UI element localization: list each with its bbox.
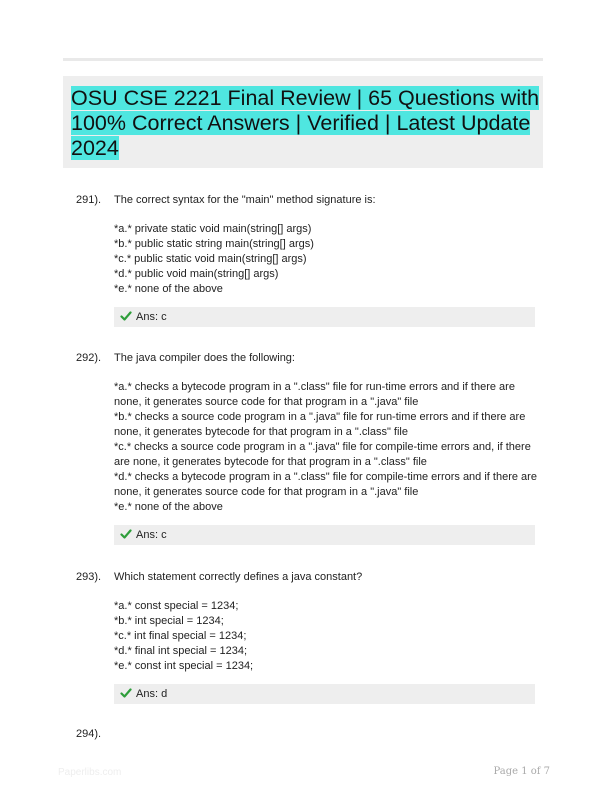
option-b: *b.* int special = 1234;	[114, 615, 224, 627]
check-icon	[120, 310, 132, 322]
option-d: *d.* public void main(string[] args)	[114, 268, 279, 280]
option-a: *a.* private static void main(string[] args)	[114, 223, 312, 235]
answer-box	[114, 684, 535, 704]
option-a: *a.* checks a bytecode program in a ".class" file for run-time errors and if there are none, it generates source code for that program in a ".java" file	[114, 381, 515, 408]
options-list	[114, 599, 539, 674]
answer-text: Ans: d	[136, 688, 168, 700]
option-e: *e.* const int special = 1234;	[114, 660, 254, 672]
option-b: *b.* public static string main(string[] args)	[114, 238, 314, 250]
check-icon	[120, 528, 132, 540]
page-title	[71, 86, 541, 161]
option-c: *c.* checks a source code program in a ".java" file for compile-time errors and, if there are none, it generates bytecode for that program in a ".class" file	[114, 441, 531, 468]
question-number: 293).	[76, 571, 102, 583]
answer-box	[114, 525, 535, 545]
option-e: *e.* none of the above	[114, 283, 223, 295]
answer-text: Ans: c	[136, 529, 167, 541]
page-number: Page 1 of 7	[493, 766, 550, 777]
question-number: 291).	[76, 194, 102, 206]
option-c: *c.* public static void main(string[] args)	[114, 253, 307, 265]
option-c: *c.* int final special = 1234;	[114, 630, 247, 642]
option-e: *e.* none of the above	[114, 501, 223, 513]
top-divider	[63, 58, 543, 61]
check-icon	[120, 687, 132, 699]
question-text: Which statement correctly defines a java constant?	[114, 571, 363, 583]
options-list	[114, 380, 539, 515]
question-number: 294).	[76, 728, 102, 740]
option-b: *b.* checks a source code program in a ".java" file for run-time errors and if there are none, it generates bytecode for that program in a ".class" file	[114, 411, 526, 438]
question-number: 292).	[76, 352, 102, 364]
option-d: *d.* checks a bytecode program in a ".class" file for compile-time errors and if there are none, it generates source code for that program in a ".java" file	[114, 471, 537, 498]
title-box	[63, 76, 543, 168]
title-highlight: OSU CSE 2221 Final Review | 65 Questions with 100% Correct Answers | Verified | Latest Update 2024	[71, 86, 540, 160]
answer-box	[114, 307, 535, 327]
question-text: The correct syntax for the "main" method signature is:	[114, 194, 376, 206]
answer-text: Ans: c	[136, 311, 167, 323]
options-list	[114, 222, 539, 297]
question-text: The java compiler does the following:	[114, 352, 295, 364]
footer-watermark: Paperlibs.com	[58, 767, 122, 778]
option-a: *a.* const special = 1234;	[114, 600, 239, 612]
option-d: *d.* final int special = 1234;	[114, 645, 248, 657]
